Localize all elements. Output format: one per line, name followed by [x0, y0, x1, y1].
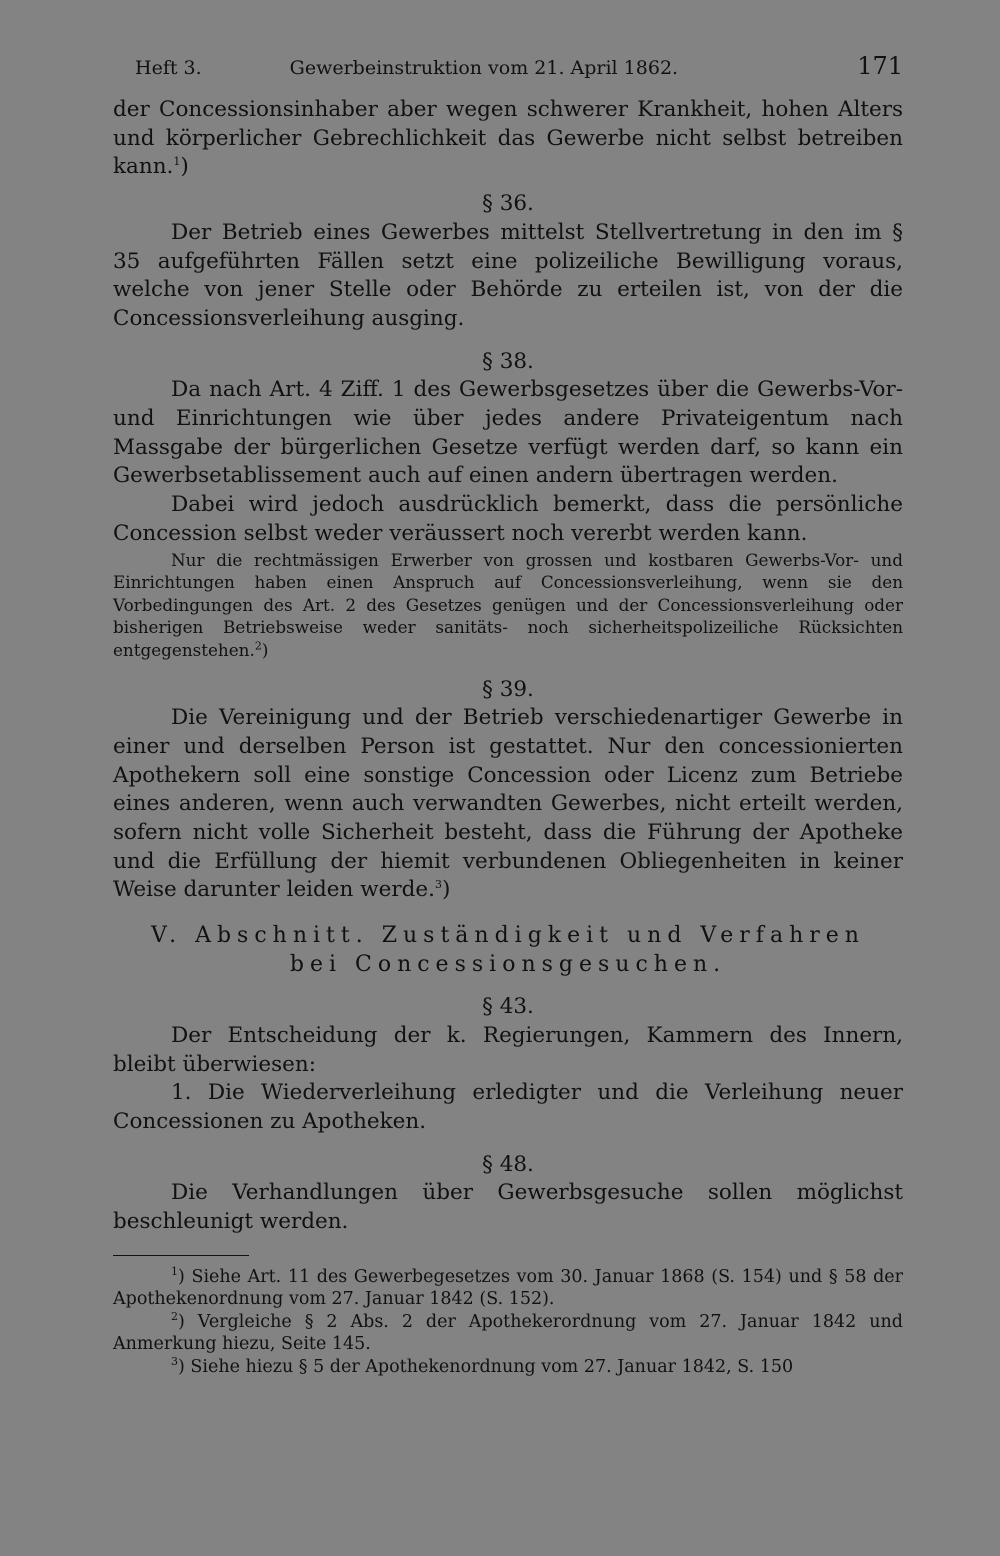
running-title: Gewerbeinstruktion vom 21. April 1862. [289, 57, 679, 79]
footnote-separator [113, 1255, 249, 1256]
chapter-heading-line-1: V. Abschnitt. Zuständigkeit und Verfahren [151, 923, 865, 949]
footnote: $^2$) Vergleiche § 2 Abs. 2 der Apothekerordnung vom 27. Januar 1842 und Anmerkung hiezu, Seite 145. [113, 1309, 903, 1355]
footnotes [113, 1266, 903, 1379]
section-39-text: Die Vereinigung und der Betrieb verschiedenartiger Gewerbe in einer und derselben Person ist gestattet. Nur den concessionierten Apothekern soll eine sonstige Concession oder Licenz zum Betriebe eines anderen, wenn auch verwandten Gewerbes, nicht erteilt werden, sofern nicht volle Sicherheit besteht, dass die Führung der Apotheke und die Erfüllung der hiemit verbundenen Obliegenheiten in keiner Weise darunter leiden werde.$^3$) [113, 705, 903, 903]
section-title-39: § 39. [482, 676, 534, 702]
page-number: 171 [857, 52, 903, 80]
running-header [113, 52, 903, 86]
section-38-paragraph-3: Nur die rechtmässigen Erwerber von grossen und kostbaren Gewerbs-Vor- und Einrichtungen haben einen Anspruch auf Concessionsverleihung, wenn sie den Vorbedingungen des Art. 2 des Gesetzes genügen und der Concessionsverleihung oder bisherigen Betriebsweise weder sanitäts- noch sicherheitspolizeiliche Rücksichten entgegenstehen.$^2$) [113, 549, 903, 660]
footnote-ref: 2 [254, 639, 262, 653]
chapter-heading-line-2: bei Concessionsgesuchen. [289, 952, 727, 978]
section-36-text: Der Betrieb eines Gewerbes mittelst Stellvertretung in den im § 35 aufgeführten Fällen setzt eine polizeiliche Bewilligung voraus, welche von jener Stelle oder Behörde zu erteilen ist, von der die Concessionsverleihung ausging. [113, 219, 903, 331]
footnote-ref: 1 [173, 155, 181, 169]
section-title-43: § 43. [482, 994, 534, 1020]
section-title-38: § 38. [482, 348, 534, 374]
chapter-heading [113, 921, 903, 979]
section-title-36: § 36. [482, 191, 534, 217]
section-48-text: Die Verhandlungen über Gewerbsgesuche sollen möglichst beschleunigt werden. [113, 1180, 903, 1235]
section-title-48: § 48. [482, 1151, 534, 1177]
section-43-item-1: 1. Die Wiederverleihung erledigter und die Verleihung neuer Concessionen zu Apotheken. [113, 1080, 903, 1134]
section-38-paragraph-2: Dabei wird jedoch ausdrücklich bemerkt, dass die persönliche Concession selbst weder veräussert noch vererbt werden kann. [113, 492, 903, 546]
book-page [113, 52, 903, 1378]
intro-paragraph: der Concessionsinhaber aber wegen schwerer Krankheit, hohen Alters und körperlicher Gebrechlichkeit das Gewerbe nicht selbst betreiben kann.$^1$) [113, 97, 903, 180]
footnote: $^1$) Siehe Art. 11 des Gewerbegesetzes vom 30. Januar 1868 (S. 154) und § 58 der Apothekenordnung vom 27. Januar 1842 (S. 152). [113, 1264, 904, 1310]
issue-label: Heft 3. [135, 57, 202, 79]
section-38-paragraph-1: Da nach Art. 4 Ziff. 1 des Gewerbsgesetzes über die Gewerbs-Vor- und Einrichtungen wie über jedes andere Privateigentum nach Massgabe der bürgerlichen Gesetze verfügt werden darf, so kann ein Gewerbsetablissement auch auf einen andern übertragen werden. [113, 377, 903, 489]
footnote-ref: 3 [434, 878, 442, 892]
section-43-text: Der Entscheidung der k. Regierungen, Kammern des Innern, bleibt überwiesen: [113, 1022, 903, 1077]
footnote: $^3$) Siehe hiezu § 5 der Apothekenordnung vom 27. Januar 1842, S. 150 [171, 1354, 794, 1377]
